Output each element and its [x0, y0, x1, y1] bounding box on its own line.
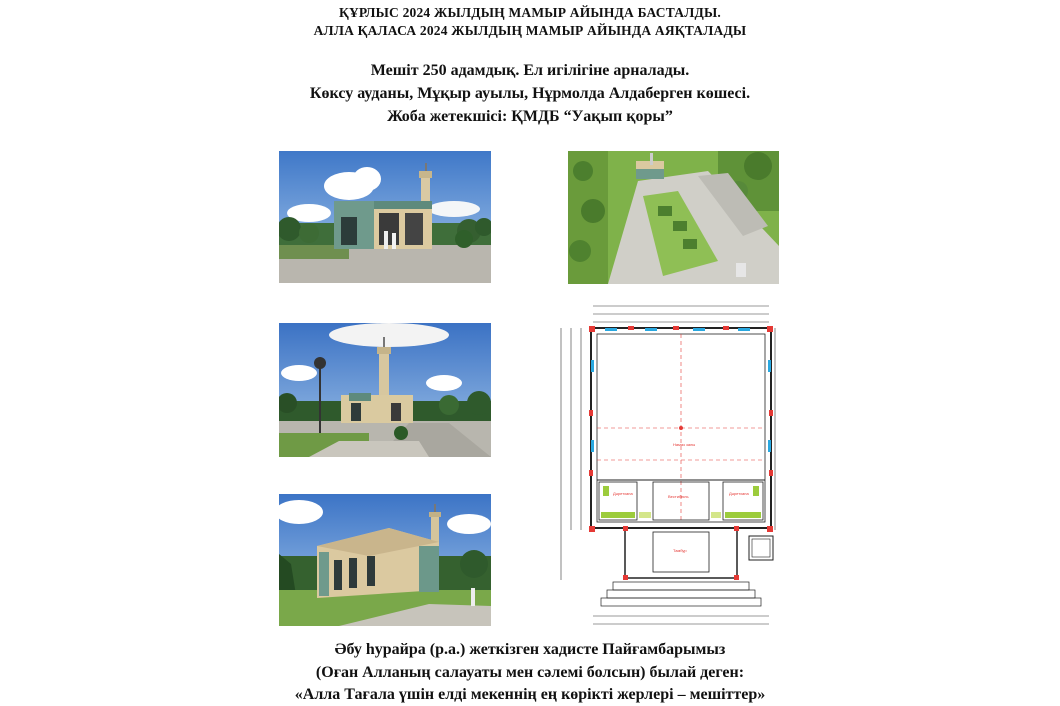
mosque-render-side	[279, 494, 491, 626]
footer-line-1: Әбу һурайра (р.а.) жеткізген хадисте Пайғамбарымыз	[334, 641, 726, 658]
header-line-2: АЛЛА ҚАЛАСА 2024 ЖЫЛДЫҢ МАМЫР АЙЫНДА АЯҚТАЛАДЫ	[313, 23, 747, 38]
svg-text:Вестибюль: Вестибюль	[668, 494, 689, 499]
svg-text:Тамбур: Тамбур	[673, 548, 687, 553]
footer-line-2: (Оған Алланың салауаты мен сәлемі болсын) былай деген:	[315, 664, 745, 681]
footer-line-3: «Алла Тағала үшін елді мекеннің ең көрікті жерлері – мешіттер»	[294, 686, 766, 703]
mosque-render-front	[279, 151, 491, 283]
mosque-render-minaret	[279, 323, 491, 457]
svg-text:Дәретхана: Дәретхана	[613, 491, 633, 496]
header-line-4: Көксу ауданы, Мұқыр ауылы, Нұрмолда Алдаберген көшесі.	[309, 85, 751, 102]
svg-text:Намаз залы: Намаз залы	[673, 442, 696, 447]
svg-text:Дәретхана: Дәретхана	[729, 491, 749, 496]
header-line-3: Мешіт 250 адамдық. Ел игілігіне арналады.	[370, 62, 690, 79]
header-line-1: ҚҰРЛЫС 2024 ЖЫЛДЫҢ МАМЫР АЙЫНДА БАСТАЛДЫ.	[338, 5, 722, 20]
header-line-5: Жоба жетекшісі: ҚМДБ “Уақып қоры”	[387, 108, 673, 125]
mosque-floor-plan	[553, 300, 785, 635]
mosque-aerial-view	[568, 151, 779, 284]
